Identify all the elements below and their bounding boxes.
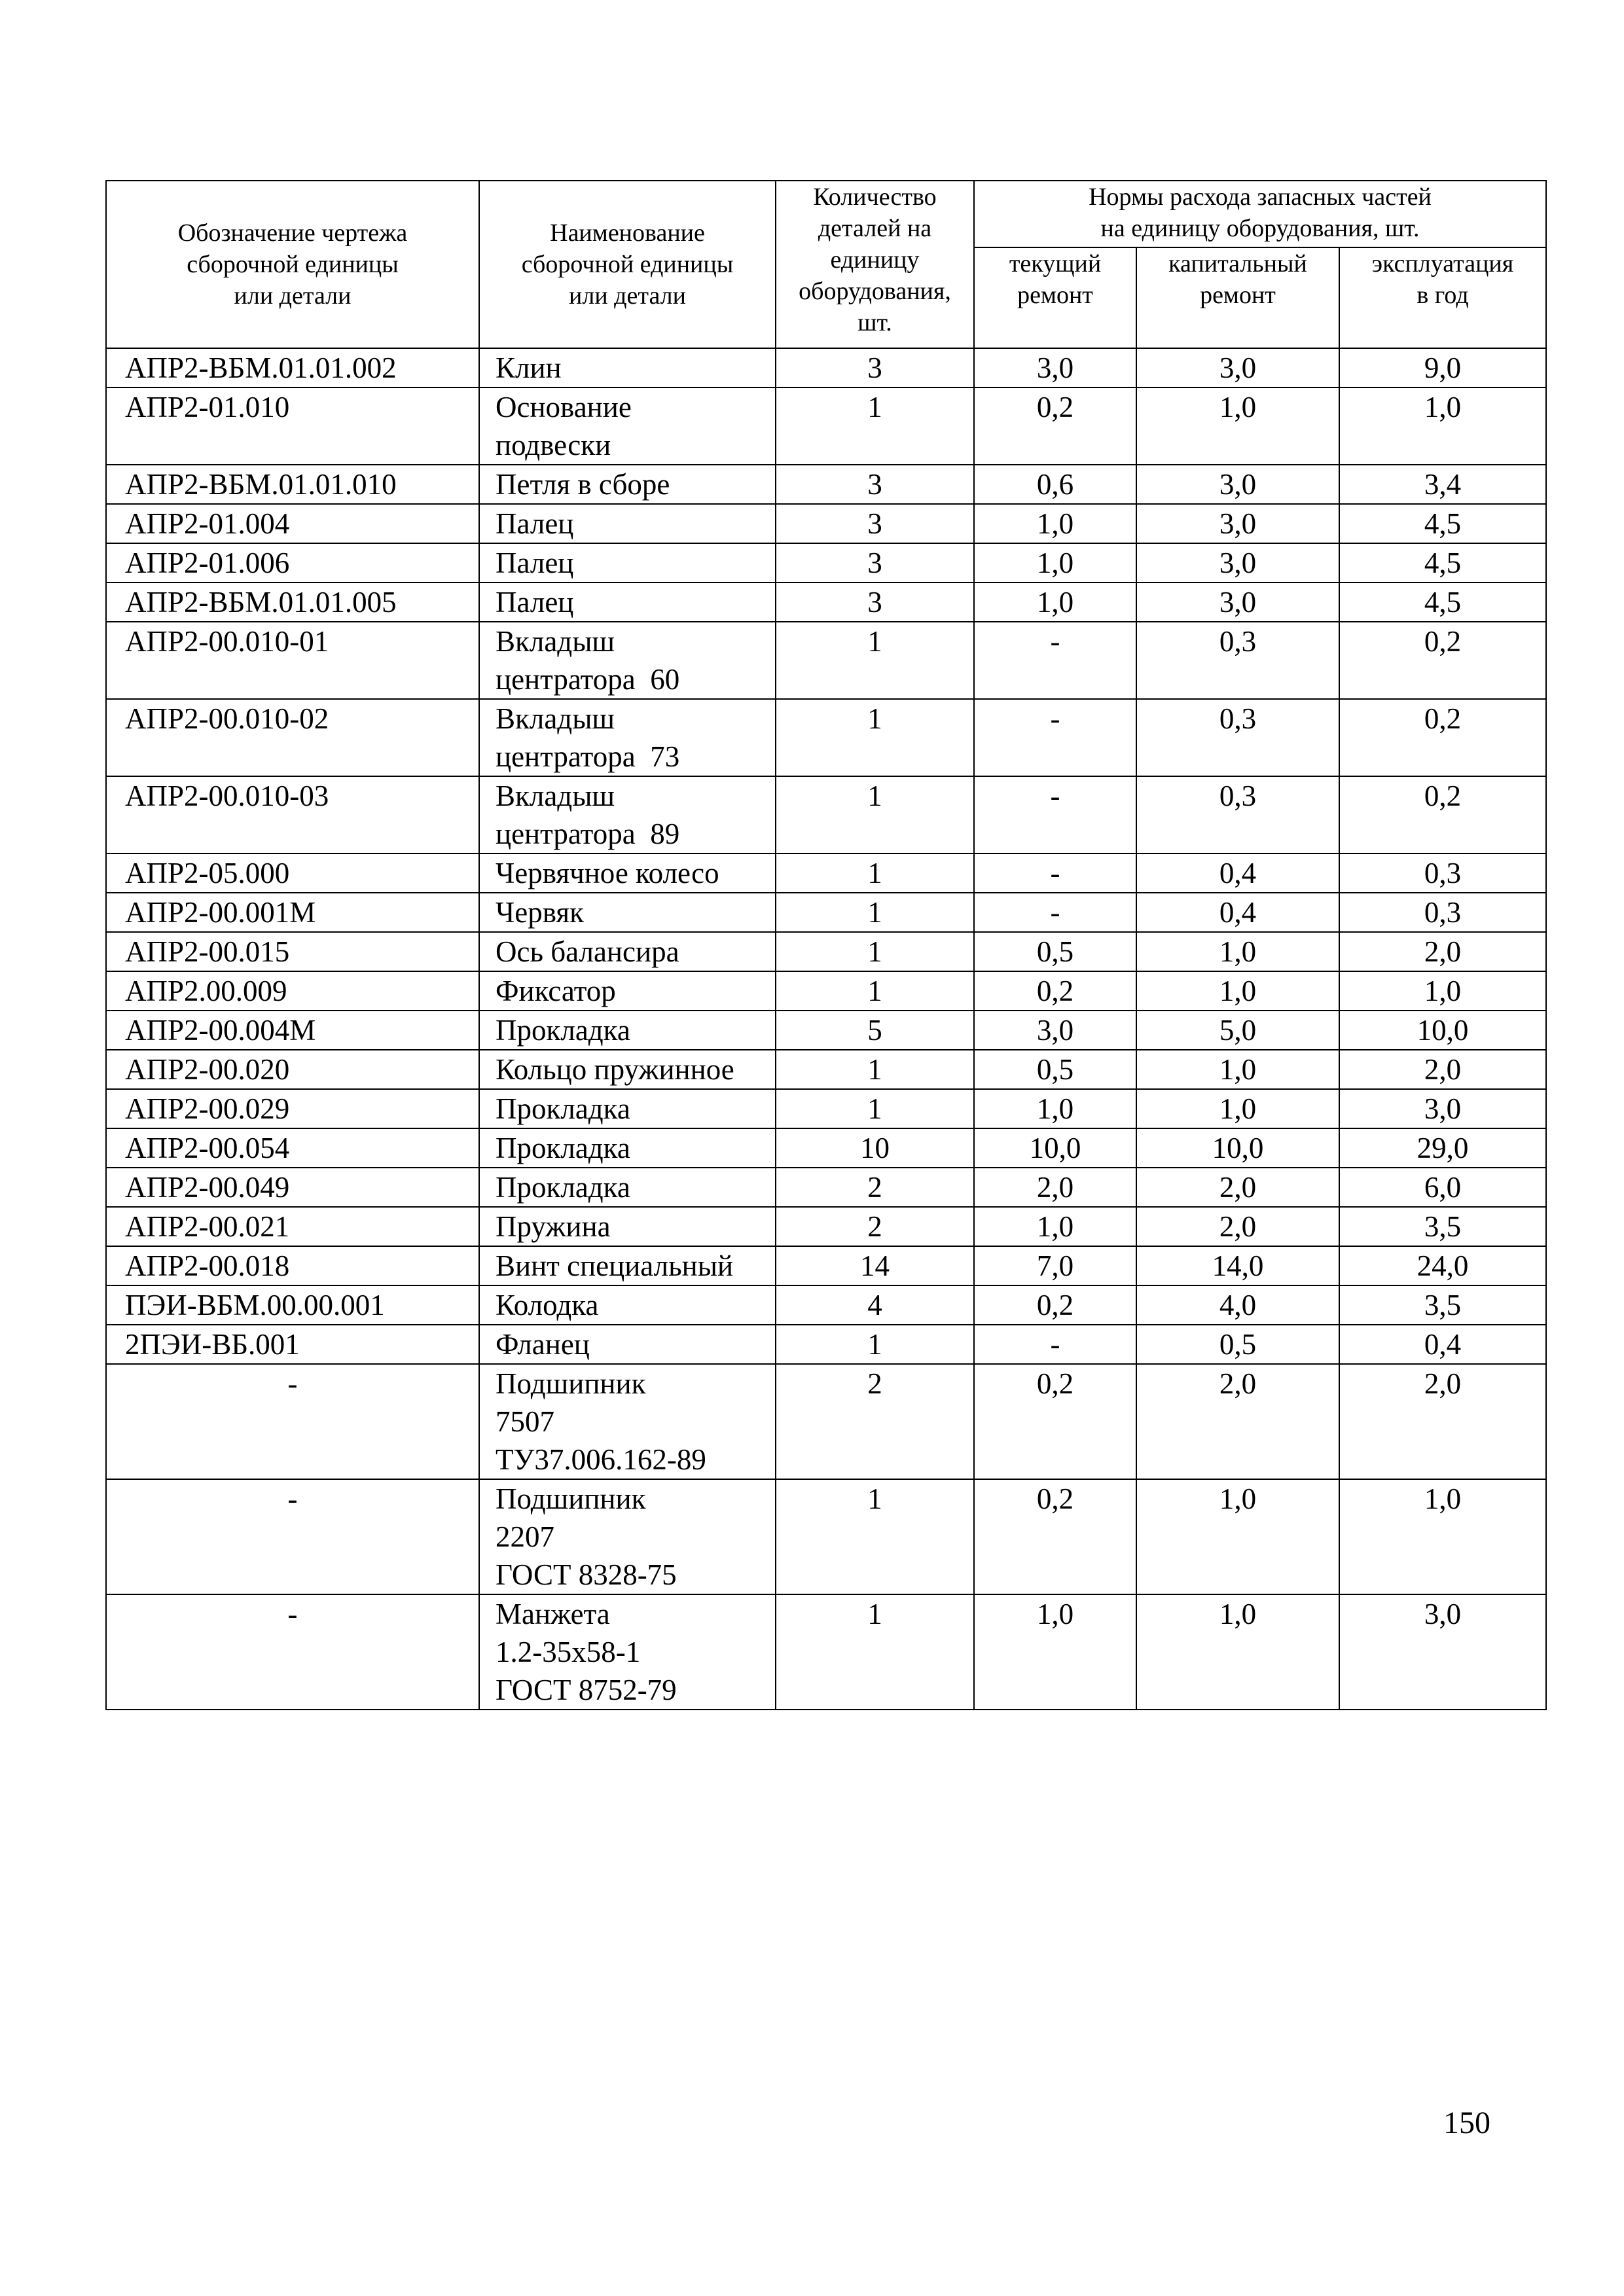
capital-repair-cell: 0,3 xyxy=(1136,622,1339,699)
exploitation-cell: 0,2 xyxy=(1339,622,1546,699)
quantity-cell: 1 xyxy=(776,893,974,932)
current-repair-cell: - xyxy=(974,699,1136,776)
part-name-line: Прокладка xyxy=(496,1092,630,1125)
table-row xyxy=(106,893,1546,932)
part-code-cell: АПР2-ВБМ.01.01.002 xyxy=(106,348,479,387)
part-name-cell xyxy=(479,893,776,932)
part-name-line: ГОСТ 8752-79 xyxy=(496,1674,677,1706)
part-name-line: Прокладка xyxy=(496,1014,630,1047)
part-name-line: подвески xyxy=(496,429,611,461)
capital-repair-cell: 0,5 xyxy=(1136,1325,1339,1364)
part-name-cell xyxy=(479,971,776,1011)
part-code-cell: АПР2-00.015 xyxy=(106,932,479,971)
table-row xyxy=(106,971,1546,1011)
part-name-cell xyxy=(479,776,776,853)
exploitation-cell: 24,0 xyxy=(1339,1246,1546,1285)
header-name xyxy=(479,181,776,348)
current-repair-cell: 0,5 xyxy=(974,1050,1136,1089)
quantity-cell: 1 xyxy=(776,387,974,465)
table-row xyxy=(106,1168,1546,1207)
quantity-cell: 4 xyxy=(776,1285,974,1325)
exploitation-cell: 3,0 xyxy=(1339,1594,1546,1710)
part-name-line: Прокладка xyxy=(496,1171,630,1204)
part-code-cell: 2ПЭИ-ВБ.001 xyxy=(106,1325,479,1364)
header-line: ремонт xyxy=(1200,281,1276,309)
part-code-cell: - xyxy=(106,1479,479,1594)
quantity-cell: 1 xyxy=(776,1050,974,1089)
exploitation-cell: 2,0 xyxy=(1339,1050,1546,1089)
part-name-cell xyxy=(479,387,776,465)
quantity-cell: 1 xyxy=(776,776,974,853)
capital-repair-cell: 14,0 xyxy=(1136,1246,1339,1285)
capital-repair-cell: 3,0 xyxy=(1136,583,1339,622)
part-name-line: Петля в сборе xyxy=(496,468,670,501)
current-repair-cell: 0,5 xyxy=(974,932,1136,971)
part-code-cell: АПР2-01.004 xyxy=(106,504,479,543)
capital-repair-cell: 5,0 xyxy=(1136,1011,1339,1050)
quantity-cell: 14 xyxy=(776,1246,974,1285)
part-name-line: Винт специальный xyxy=(496,1249,734,1282)
part-name-cell xyxy=(479,1594,776,1710)
header-line: или детали xyxy=(234,282,352,310)
part-code-cell: АПР2-05.000 xyxy=(106,853,479,893)
current-repair-cell: 0,2 xyxy=(974,387,1136,465)
part-name-cell xyxy=(479,1246,776,1285)
part-name-cell xyxy=(479,348,776,387)
header-line: или детали xyxy=(569,282,686,310)
current-repair-cell: 10,0 xyxy=(974,1128,1136,1168)
current-repair-cell: 0,2 xyxy=(974,1479,1136,1594)
capital-repair-cell: 1,0 xyxy=(1136,1479,1339,1594)
part-name-line: 1.2-35х58-1 xyxy=(496,1636,641,1668)
table-header xyxy=(106,181,1546,348)
part-name-line: Манжета xyxy=(496,1598,610,1630)
header-line: ремонт xyxy=(1017,281,1093,309)
part-name-cell xyxy=(479,465,776,504)
capital-repair-cell: 0,4 xyxy=(1136,893,1339,932)
exploitation-cell: 3,0 xyxy=(1339,1089,1546,1128)
part-code-cell: АПР2-00.018 xyxy=(106,1246,479,1285)
current-repair-cell: 1,0 xyxy=(974,583,1136,622)
part-name-line: Червячное колесо xyxy=(496,857,719,889)
table-row xyxy=(106,622,1546,699)
table-row xyxy=(106,1207,1546,1246)
part-name-cell xyxy=(479,1128,776,1168)
table-row xyxy=(106,583,1546,622)
part-name-line: Палец xyxy=(496,547,574,579)
header-current-repair xyxy=(974,247,1136,348)
table-row xyxy=(106,1479,1546,1594)
header-line: Нормы расхода запасных частей xyxy=(1089,183,1432,211)
capital-repair-cell: 1,0 xyxy=(1136,1594,1339,1710)
current-repair-cell: - xyxy=(974,1325,1136,1364)
table-row xyxy=(106,853,1546,893)
part-name-cell xyxy=(479,853,776,893)
table-row xyxy=(106,1325,1546,1364)
quantity-cell: 3 xyxy=(776,504,974,543)
part-code-cell: АПР2-ВБМ.01.01.010 xyxy=(106,465,479,504)
header-line: Обозначение чертежа xyxy=(177,219,408,247)
part-name-line: Основание xyxy=(496,391,632,423)
part-code-cell: АПР2-00.029 xyxy=(106,1089,479,1128)
table-row xyxy=(106,1050,1546,1089)
part-code-cell: АПР2-00.010-01 xyxy=(106,622,479,699)
capital-repair-cell: 0,3 xyxy=(1136,699,1339,776)
exploitation-cell: 0,2 xyxy=(1339,776,1546,853)
table-row xyxy=(106,504,1546,543)
capital-repair-cell: 4,0 xyxy=(1136,1285,1339,1325)
part-name-line: Пружина xyxy=(496,1210,611,1243)
page-number: 150 xyxy=(1443,2106,1490,2140)
header-line: шт. xyxy=(857,309,892,336)
part-name-line: Колодка xyxy=(496,1289,599,1321)
part-name-cell xyxy=(479,1207,776,1246)
quantity-cell: 1 xyxy=(776,1089,974,1128)
capital-repair-cell: 1,0 xyxy=(1136,387,1339,465)
part-code-cell: АПР2-00.010-03 xyxy=(106,776,479,853)
part-code-cell: АПР2-00.049 xyxy=(106,1168,479,1207)
part-name-line: Фланец xyxy=(496,1328,590,1361)
part-name-cell xyxy=(479,1050,776,1089)
part-name-line: Подшипник xyxy=(496,1482,646,1515)
quantity-cell: 3 xyxy=(776,543,974,583)
part-code-cell: АПР2-01.010 xyxy=(106,387,479,465)
exploitation-cell: 0,3 xyxy=(1339,893,1546,932)
exploitation-cell: 1,0 xyxy=(1339,387,1546,465)
header-capital-repair xyxy=(1136,247,1339,348)
part-name-cell xyxy=(479,543,776,583)
table-row xyxy=(106,348,1546,387)
quantity-cell: 1 xyxy=(776,1325,974,1364)
current-repair-cell: - xyxy=(974,622,1136,699)
table-row xyxy=(106,1364,1546,1479)
part-code-cell: - xyxy=(106,1364,479,1479)
spare-parts-table xyxy=(105,180,1547,1710)
current-repair-cell: 0,2 xyxy=(974,1364,1136,1479)
capital-repair-cell: 3,0 xyxy=(1136,543,1339,583)
exploitation-cell: 4,5 xyxy=(1339,583,1546,622)
header-line: сборочной единицы xyxy=(187,251,399,278)
table-row xyxy=(106,465,1546,504)
quantity-cell: 10 xyxy=(776,1128,974,1168)
current-repair-cell: 0,2 xyxy=(974,1285,1136,1325)
current-repair-cell: 0,6 xyxy=(974,465,1136,504)
table-row xyxy=(106,932,1546,971)
part-name-cell xyxy=(479,932,776,971)
capital-repair-cell: 3,0 xyxy=(1136,504,1339,543)
quantity-cell: 1 xyxy=(776,971,974,1011)
part-code-cell: АПР2.00.009 xyxy=(106,971,479,1011)
exploitation-cell: 9,0 xyxy=(1339,348,1546,387)
part-name-cell xyxy=(479,1285,776,1325)
quantity-cell: 1 xyxy=(776,932,974,971)
part-code-cell: АПР2-ВБМ.01.01.005 xyxy=(106,583,479,622)
part-name-line: центратора 89 xyxy=(496,817,680,850)
exploitation-cell: 3,4 xyxy=(1339,465,1546,504)
quantity-cell: 1 xyxy=(776,1594,974,1710)
quantity-cell: 3 xyxy=(776,348,974,387)
part-name-line: Прокладка xyxy=(496,1132,630,1164)
part-name-line: ТУ37.006.162-89 xyxy=(496,1443,706,1476)
table-row xyxy=(106,1128,1546,1168)
table-row xyxy=(106,1089,1546,1128)
part-name-cell xyxy=(479,1325,776,1364)
header-line: оборудования, xyxy=(799,278,951,305)
current-repair-cell: 3,0 xyxy=(974,1011,1136,1050)
part-name-cell xyxy=(479,1011,776,1050)
exploitation-cell: 29,0 xyxy=(1339,1128,1546,1168)
exploitation-cell: 3,5 xyxy=(1339,1207,1546,1246)
header-quantity xyxy=(776,181,974,348)
exploitation-cell: 0,3 xyxy=(1339,853,1546,893)
exploitation-cell: 6,0 xyxy=(1339,1168,1546,1207)
current-repair-cell: 1,0 xyxy=(974,1594,1136,1710)
exploitation-cell: 2,0 xyxy=(1339,1364,1546,1479)
current-repair-cell: 0,2 xyxy=(974,971,1136,1011)
exploitation-cell: 1,0 xyxy=(1339,971,1546,1011)
table-row xyxy=(106,387,1546,465)
capital-repair-cell: 3,0 xyxy=(1136,465,1339,504)
exploitation-cell: 3,5 xyxy=(1339,1285,1546,1325)
part-name-line: 7507 xyxy=(496,1405,554,1438)
part-name-line: 2207 xyxy=(496,1520,554,1553)
header-line: капитальный xyxy=(1168,250,1307,278)
part-name-line: Палец xyxy=(496,507,574,540)
table-row xyxy=(106,543,1546,583)
part-name-line: ГОСТ 8328-75 xyxy=(496,1558,677,1591)
quantity-cell: 3 xyxy=(776,465,974,504)
part-name-cell xyxy=(479,1168,776,1207)
header-exploitation xyxy=(1339,247,1546,348)
quantity-cell: 1 xyxy=(776,699,974,776)
part-name-line: Фиксатор xyxy=(496,975,616,1007)
capital-repair-cell: 2,0 xyxy=(1136,1207,1339,1246)
part-name-line: Кольцо пружинное xyxy=(496,1053,734,1086)
current-repair-cell: 2,0 xyxy=(974,1168,1136,1207)
capital-repair-cell: 0,4 xyxy=(1136,853,1339,893)
exploitation-cell: 2,0 xyxy=(1339,932,1546,971)
part-code-cell: АПР2-00.001М xyxy=(106,893,479,932)
header-line: Наименование xyxy=(550,219,705,247)
part-code-cell: АПР2-01.006 xyxy=(106,543,479,583)
table-row xyxy=(106,699,1546,776)
part-name-line: центратора 73 xyxy=(496,740,680,773)
part-name-cell xyxy=(479,1089,776,1128)
part-name-line: Вкладыш xyxy=(496,625,615,658)
exploitation-cell: 10,0 xyxy=(1339,1011,1546,1050)
part-name-line: Палец xyxy=(496,586,574,619)
part-name-line: Вкладыш xyxy=(496,702,615,735)
current-repair-cell: 1,0 xyxy=(974,1207,1136,1246)
header-norms-group xyxy=(974,181,1546,247)
exploitation-cell: 4,5 xyxy=(1339,543,1546,583)
current-repair-cell: - xyxy=(974,853,1136,893)
capital-repair-cell: 1,0 xyxy=(1136,932,1339,971)
current-repair-cell: - xyxy=(974,776,1136,853)
part-code-cell: - xyxy=(106,1594,479,1710)
part-name-cell xyxy=(479,699,776,776)
part-name-cell xyxy=(479,504,776,543)
part-name-line: Подшипник xyxy=(496,1367,646,1400)
current-repair-cell: 1,0 xyxy=(974,504,1136,543)
table-row xyxy=(106,1246,1546,1285)
table-row xyxy=(106,1285,1546,1325)
part-code-cell: АПР2-00.004М xyxy=(106,1011,479,1050)
header-line: эксплуатация xyxy=(1371,250,1514,278)
quantity-cell: 1 xyxy=(776,622,974,699)
capital-repair-cell: 10,0 xyxy=(1136,1128,1339,1168)
header-line: текущий xyxy=(1009,250,1102,278)
header-line: на единицу оборудования, шт. xyxy=(1100,215,1420,242)
capital-repair-cell: 3,0 xyxy=(1136,348,1339,387)
part-code-cell: АПР2-00.010-02 xyxy=(106,699,479,776)
quantity-cell: 2 xyxy=(776,1364,974,1479)
table-body xyxy=(106,348,1546,1710)
header-code xyxy=(106,181,479,348)
exploitation-cell: 4,5 xyxy=(1339,504,1546,543)
quantity-cell: 1 xyxy=(776,853,974,893)
part-name-line: Клин xyxy=(496,351,562,384)
exploitation-cell: 0,2 xyxy=(1339,699,1546,776)
header-line: Количество xyxy=(813,183,937,211)
capital-repair-cell: 1,0 xyxy=(1136,1089,1339,1128)
table-row xyxy=(106,776,1546,853)
capital-repair-cell: 2,0 xyxy=(1136,1364,1339,1479)
part-code-cell: АПР2-00.020 xyxy=(106,1050,479,1089)
part-name-cell xyxy=(479,622,776,699)
part-code-cell: АПР2-00.054 xyxy=(106,1128,479,1168)
current-repair-cell: 1,0 xyxy=(974,1089,1136,1128)
table-row xyxy=(106,1594,1546,1710)
part-name-line: Вкладыш xyxy=(496,780,615,812)
current-repair-cell: 7,0 xyxy=(974,1246,1136,1285)
part-name-cell xyxy=(479,1364,776,1479)
part-name-cell xyxy=(479,1479,776,1594)
current-repair-cell: - xyxy=(974,893,1136,932)
part-code-cell: ПЭИ-ВБМ.00.00.001 xyxy=(106,1285,479,1325)
part-name-cell xyxy=(479,583,776,622)
capital-repair-cell: 0,3 xyxy=(1136,776,1339,853)
capital-repair-cell: 2,0 xyxy=(1136,1168,1339,1207)
header-line: единицу xyxy=(830,246,920,274)
quantity-cell: 2 xyxy=(776,1207,974,1246)
exploitation-cell: 1,0 xyxy=(1339,1479,1546,1594)
table-row xyxy=(106,1011,1546,1050)
header-line: деталей на xyxy=(818,215,932,242)
quantity-cell: 3 xyxy=(776,583,974,622)
capital-repair-cell: 1,0 xyxy=(1136,1050,1339,1089)
part-name-line: Ось балансира xyxy=(496,935,679,968)
part-code-cell: АПР2-00.021 xyxy=(106,1207,479,1246)
quantity-cell: 5 xyxy=(776,1011,974,1050)
current-repair-cell: 1,0 xyxy=(974,543,1136,583)
quantity-cell: 1 xyxy=(776,1479,974,1594)
quantity-cell: 2 xyxy=(776,1168,974,1207)
header-line: сборочной единицы xyxy=(521,251,734,278)
part-name-line: Червяк xyxy=(496,896,584,929)
header-line: в год xyxy=(1416,281,1469,309)
exploitation-cell: 0,4 xyxy=(1339,1325,1546,1364)
current-repair-cell: 3,0 xyxy=(974,348,1136,387)
part-name-line: центратора 60 xyxy=(496,663,680,696)
capital-repair-cell: 1,0 xyxy=(1136,971,1339,1011)
